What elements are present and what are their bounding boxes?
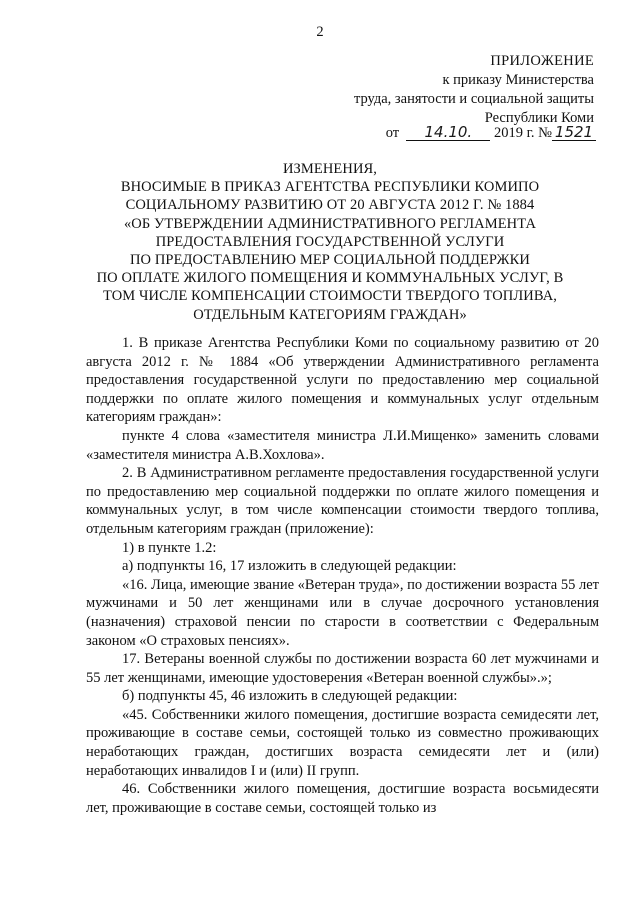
approval-line-2: труда, занятости и социальной защиты: [353, 91, 594, 107]
title-line: ОТДЕЛЬНЫМ КАТЕГОРИЯМ ГРАЖДАН»: [193, 306, 467, 323]
title-line: ПО ОПЛАТЕ ЖИЛОГО ПОМЕЩЕНИЯ И КОММУНАЛЬНЫХ УСЛУГ, В: [96, 270, 564, 287]
document-title: [70, 160, 590, 324]
title-line: СОЦИАЛЬНОМУ РАЗВИТИЮ ОТ 20 АВГУСТА 2012 Г. № 1884: [125, 197, 535, 214]
paragraph: 2. В Административном регламенте предоставления государственной услуги по предоставлению мер социальной поддержки по оплате жилого помещения и коммунальных услуг, в том числе компенсации стоимости твердого топлива, отдельным категориям граждан (приложение):: [86, 465, 599, 537]
title-line: ИЗМЕНЕНИЯ,: [282, 161, 378, 177]
paragraph: 1) в пункте 1.2:: [122, 539, 217, 556]
approval-heading: ПРИЛОЖЕНИЕ: [490, 53, 594, 69]
paragraph: 1. В приказе Агентства Республики Коми по социальному развитию от 20 августа 2012 г. № 1884 «Об утверждении Административного регламента предоставления государственной услуги по предоставлению мер социальной поддержки по оплате жилого помещения и коммунальных услуг отдельным категориям граждан»:: [86, 335, 599, 426]
handwritten-number: 1521: [552, 124, 596, 141]
paragraph: 46. Собственники жилого помещения, достигшие возраста восьмидесяти лет, проживающие в составе семьи, состоящей только из: [86, 781, 599, 816]
paragraph: б) подпункты 45, 46 изложить в следующей редакции:: [122, 688, 458, 705]
date-prefix: от: [385, 125, 400, 141]
title-line: ПО ПРЕДОСТАВЛЕНИЮ МЕР СОЦИАЛЬНОЙ ПОДДЕРЖКИ: [129, 252, 530, 269]
title-line: ПРЕДОСТАВЛЕНИЯ ГОСУДАРСТВЕННОЙ УСЛУГИ: [155, 233, 505, 250]
paragraph: пункте 4 слова «заместителя министра Л.И.Мищенко» заменить словами «заместителя министра А.В.Хохлова».: [86, 427, 599, 463]
approval-line-1: к приказу Министерства: [442, 72, 594, 88]
number-sign: №: [538, 125, 552, 141]
title-line: ТОМ ЧИСЛЕ КОМПЕНСАЦИИ СТОИМОСТИ ТВЕРДОГО ТОПЛИВА,: [102, 288, 558, 305]
order-date-line: [386, 124, 596, 142]
title-line: ВНОСИМЫЕ В ПРИКАЗ АГЕНТСТВА РЕСПУБЛИКИ КОМИПО: [120, 179, 540, 196]
document-body: [86, 334, 599, 817]
title-line: «ОБ УТВЕРЖДЕНИИ АДМИНИСТРАТИВНОГО РЕГЛАМЕНТА: [123, 215, 537, 232]
page-number: 2: [316, 24, 324, 40]
paragraph: «16. Лица, имеющие звание «Ветеран труда», по достижении возраста 55 лет мужчинами и 50 лет женщинами или в случае досрочного установления (назначения) страховой пенсии по старости в соответствии с Федеральным законом «О страховых пенсиях».: [86, 576, 599, 649]
handwritten-date: 14.10.: [406, 124, 490, 141]
approval-line-3: Республики Коми: [484, 110, 594, 126]
paragraph: «45. Собственники жилого помещения, достигшие возраста семидесяти лет, проживающие в составе семьи, состоящей только из совместно проживающих неработающих граждан, достигших возраста семидесяти лет и (или) неработающих инвалидов I и (или) II групп.: [86, 706, 599, 779]
approval-block: [354, 52, 594, 128]
date-suffix: 2019 г.: [493, 125, 535, 141]
paragraph: 17. Ветераны военной службы по достижении возраста 60 лет мужчинами и 55 лет женщинами, имеющие удостоверения «Ветеран военной службы».»;: [86, 651, 599, 686]
paragraph: а) подпункты 16, 17 изложить в следующей редакции:: [122, 558, 457, 575]
